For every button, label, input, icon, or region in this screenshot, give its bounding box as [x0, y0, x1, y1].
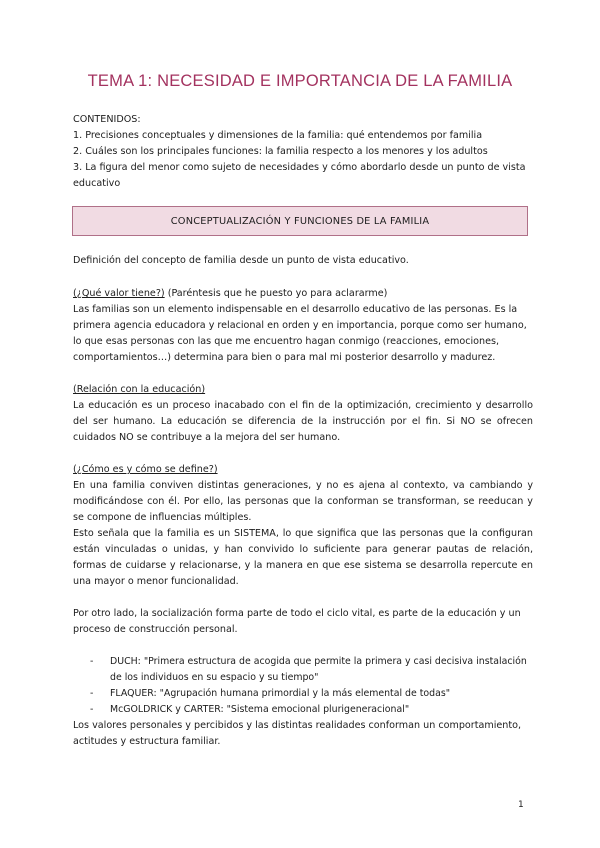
section-value-heading	[73, 286, 533, 302]
definition-line: Definición del concepto de familia desde un punto de vista educativo.	[73, 255, 409, 266]
socialization-paragraph: Por otro lado, la socialización forma parte de todo el ciclo vital, es parte de la educación y un proceso de construcción personal.	[73, 608, 521, 635]
section-education	[73, 382, 533, 446]
list-item	[90, 686, 530, 702]
quote-text: FLAQUER: "Agrupación humana primordial y la más elemental de todas"	[110, 688, 451, 699]
section-definition-heading	[73, 462, 533, 478]
section-definition-label: (¿Cómo es y cómo se define?)	[73, 464, 218, 475]
definition-line-block	[73, 253, 533, 269]
socialization-block	[73, 606, 533, 638]
section-education-heading	[73, 382, 533, 398]
closing-paragraph: Los valores personales y percibidos y las distintas realidades conforman un comportamiento, actitudes y estructura familiar.	[73, 720, 522, 747]
section-value-paragraph: Las familias son un elemento indispensable en el desarrollo educativo de las personas. Es la primera agencia educadora y relacional en orden y en importancia, porque como ser humano, lo que esas personas con las que me encuentro hagan conmigo (reacciones, emociones, comportamientos…) determina para bien o para mal mi posterior desarrollo y madurez.	[73, 304, 527, 363]
contents-item: 1. Precisiones conceptuales y dimensiones de la familia: qué entendemos por familia	[73, 130, 483, 141]
contents-block	[73, 112, 533, 192]
contents-item: 3. La figura del menor como sujeto de necesidades y cómo abordarlo desde un punto de vista educativo	[73, 162, 526, 189]
list-bullet: -	[90, 704, 94, 715]
quote-list	[90, 654, 530, 718]
contents-item: 2. Cuáles son los principales funciones: la familia respecto a los menores y los adultos	[73, 146, 488, 157]
list-bullet: -	[90, 688, 94, 699]
section-value-note: (Paréntesis que he puesto yo para aclararme)	[164, 288, 388, 299]
contents-heading: CONTENIDOS:	[73, 114, 141, 125]
section-banner	[72, 206, 528, 236]
quote-text: McGOLDRICK y CARTER: "Sistema emocional plurigeneracional"	[110, 704, 410, 715]
section-definition-paragraph: En una familia conviven distintas generaciones, y no es ajena al contexto, va cambiando y modificándose con él. Por ello, las personas que la conforman se transforman, se reeducan y se compone de influencias múltiples.	[73, 480, 533, 523]
closing-block	[73, 718, 533, 750]
section-definition	[73, 462, 533, 590]
page-title: TEMA 1: NECESIDAD E IMPORTANCIA DE LA FAMILIA	[87, 72, 513, 90]
page-number: 1	[518, 800, 524, 810]
list-item	[90, 702, 530, 718]
list-bullet: -	[90, 656, 94, 667]
section-value	[73, 286, 533, 366]
section-banner-label: CONCEPTUALIZACIÓN Y FUNCIONES DE LA FAMILIA	[170, 215, 430, 227]
section-definition-paragraph: Esto señala que la familia es un SISTEMA, lo que significa que las personas que la configuran están vinculadas o unidas, y han convivido lo suficiente para generar pautas de relación, formas de cuidarse y relacionarse, y la manera en que ese sistema se desarrolla repercute en una mayor o menor funcionalidad.	[73, 528, 533, 587]
list-item	[90, 654, 530, 686]
quote-text: DUCH: "Primera estructura de acogida que permite la primera y casi decisiva instalación de los individuos en su espacio y su tiempo"	[110, 656, 527, 683]
section-education-label: (Relación con la educación)	[73, 384, 206, 395]
section-education-paragraph: La educación es un proceso inacabado con el fin de la optimización, crecimiento y desarrollo del ser humano. La educación se diferencia de la instrucción por el fin. Si NO se ofrecen cuidados NO se contribuye a la mejora del ser humano.	[73, 400, 533, 443]
section-value-label: (¿Qué valor tiene?)	[73, 288, 165, 299]
